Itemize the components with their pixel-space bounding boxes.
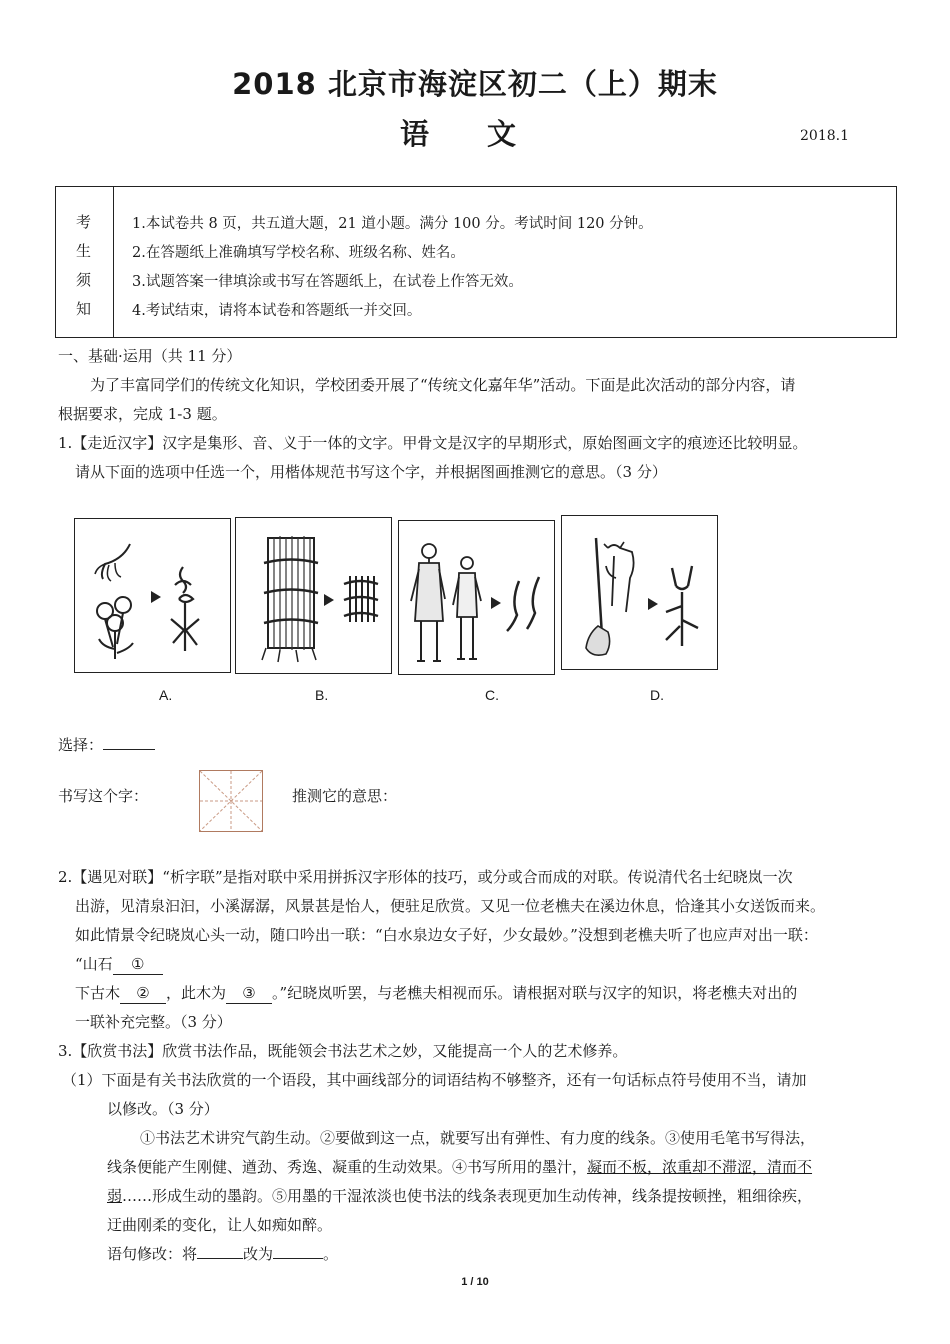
q2-line: 2.【遇见对联】“析字联”是指对联中采用拼拆汉字形体的技巧，或分或合而成的对联。传说清代名士纪晓岚一次	[58, 868, 793, 886]
option-b-label: B.	[315, 687, 329, 703]
revise-mid: 改为	[243, 1245, 274, 1263]
q2-line-4	[75, 954, 163, 975]
q3-para-line: ①书法艺术讲究气韵生动。②要做到这一点，就要写出有弹性、有力度的线条。③使用毛笔书写得法，	[140, 1129, 816, 1147]
notice-item: 3.试题答案一律填涂或书写在答题纸上，在试卷上作答无效。	[132, 274, 523, 290]
revise-blank-from[interactable]	[197, 1244, 243, 1259]
option-d-label: D.	[650, 687, 664, 703]
notice-label-column	[56, 187, 114, 337]
q2-line: 如此情景令纪晓岚心头一动，随口吟出一联：“白水泉边女子好，少女最妙。”没想到老樵夫听了也应声对出一联：	[75, 926, 818, 944]
section-heading: 一、基础·运用（共 11 分）	[58, 347, 242, 365]
page-number: 1 / 10	[461, 1276, 489, 1288]
q2-line: 出游，见清泉汩汩，小溪潺潺，风景甚是怡人，便驻足欣赏。又见一位老樵夫在溪边休息，恰逢其小女送饭而来。	[75, 897, 826, 915]
exam-title: 2018 北京市海淀区初二（上）期末	[232, 67, 718, 101]
q2-line4-text: “山石	[75, 955, 113, 973]
q1-line: 请从下面的选项中任选一个，用楷体规范书写这个字，并根据图画推测它的意思。（3 分）	[75, 463, 667, 481]
section-intro-line: 根据要求，完成 1-3 题。	[58, 405, 227, 423]
notice-item: 1.本试卷共 8 页，共五道大题，21 道小题。满分 100 分。考试时间 120 分钟。	[132, 216, 653, 232]
notice-label-char: 考	[76, 213, 92, 231]
notice-item: 2.在答题纸上准确填写学校名称、班级名称、姓名。	[132, 245, 465, 261]
revise-line	[107, 1244, 338, 1264]
option-a-label: A.	[159, 687, 173, 703]
choose-label	[58, 735, 155, 755]
q3-para-line-3	[107, 1186, 812, 1206]
option-b-image	[235, 517, 392, 674]
bundled-sticks-pictograph-icon	[236, 518, 391, 673]
q3-para-text: 线条便能产生刚健、遒劲、秀逸、凝重的生动效果。④书写所用的墨汁，	[107, 1158, 588, 1176]
q3-sub1-line: 以修改。（3 分）	[107, 1100, 219, 1118]
section-intro-line: 为了丰富同学们的传统文化知识，学校团委开展了“传统文化嘉年华”活动。下面是此次活动的部分内容，请	[90, 376, 796, 394]
couplet-blank-2[interactable]: ②	[120, 983, 166, 1004]
notice-item: 4.考试结束，请将本试卷和答题纸一并交回。	[132, 303, 422, 319]
write-label: 书写这个字：	[58, 787, 149, 805]
notice-box	[55, 186, 897, 338]
q3-underlined-phrase: 凝而不板，浓重却不滞涩，清而不	[587, 1158, 813, 1176]
revise-blank-to[interactable]	[273, 1244, 323, 1259]
q3-underlined-phrase: 弱	[107, 1187, 123, 1205]
q2-line-5	[75, 983, 797, 1004]
q1-line: 1.【走近汉字】汉字是集形、音、义于一体的文字。甲骨文是汉字的早期形式，原始图画文字的痕迹还比较明显。	[58, 434, 808, 452]
guess-label: 推测它的意思：	[292, 787, 398, 805]
flower-pictograph-icon	[75, 519, 230, 672]
revise-label: 语句修改：将	[107, 1245, 198, 1263]
revise-end: 。	[323, 1245, 339, 1263]
notice-label-char: 知	[76, 300, 92, 318]
notice-label-char: 须	[76, 271, 92, 289]
q3-line: 3.【欣赏书法】欣赏书法作品，既能领会书法艺术之妙，又能提高一个人的艺术修养。	[58, 1042, 628, 1060]
notice-label-char: 生	[76, 242, 92, 260]
subject-title: 语文	[400, 117, 575, 151]
q2-line5-post: 。”纪晓岚听罢，与老樵夫相视而乐。请根据对联与汉字的知识，将老樵夫对出的	[272, 984, 798, 1002]
option-c-label: C.	[485, 687, 499, 703]
couplet-blank-3[interactable]: ③	[226, 983, 272, 1004]
q3-para-line: 迂曲刚柔的变化，让人如痴如醉。	[107, 1216, 333, 1234]
ox-and-stick-pictograph-icon	[562, 516, 717, 669]
option-d-image	[561, 515, 718, 670]
option-c-image	[398, 520, 555, 675]
q2-line5-text: 下古木	[75, 984, 121, 1002]
two-people-pictograph-icon	[399, 521, 554, 674]
writing-grid-lines	[200, 771, 262, 831]
q2-line: 一联补充完整。（3 分）	[75, 1013, 232, 1031]
couplet-blank-1[interactable]: ①	[113, 954, 163, 975]
choose-answer-blank[interactable]	[103, 735, 155, 750]
choose-label-text: 选择：	[58, 736, 104, 754]
q2-line5-mid: ，此木为	[166, 984, 227, 1002]
exam-date: 2018.1	[800, 128, 849, 144]
option-a-image	[74, 518, 231, 673]
q3-sub1-line: （1）下面是有关书法欣赏的一个语段，其中画线部分的词语结构不够整齐，还有一句话标点符号使用不当，请加	[62, 1071, 807, 1089]
q3-para-text: ……形成生动的墨韵。⑤用墨的干湿浓淡也使书法的线条表现更加生动传神，线条提按顿挫，粗细徐疾，	[122, 1187, 813, 1205]
q3-para-line-2	[107, 1157, 812, 1177]
writing-grid-box[interactable]	[199, 770, 263, 832]
